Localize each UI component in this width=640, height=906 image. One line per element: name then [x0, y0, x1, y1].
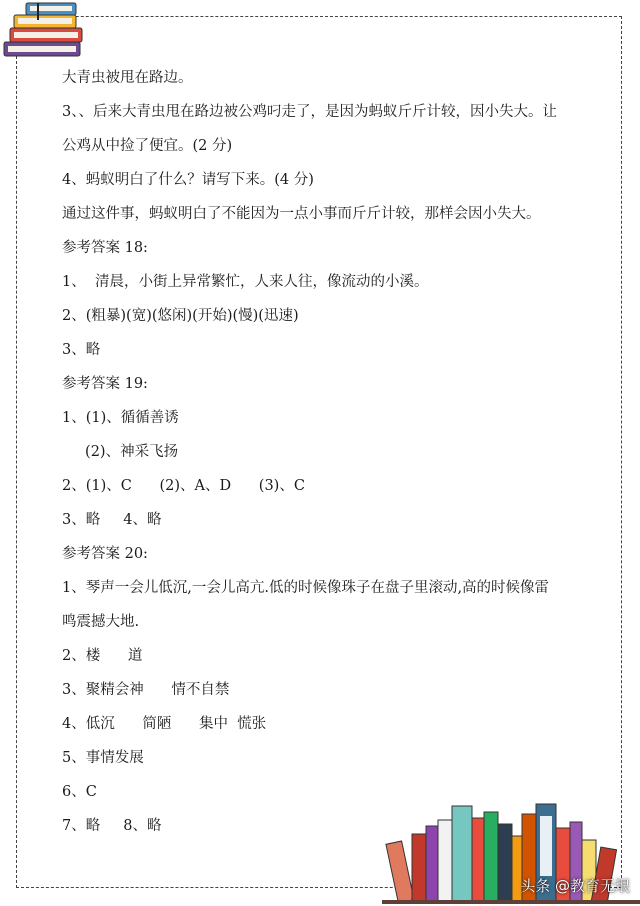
book-stack-icon [0, 0, 90, 62]
text-line: 3、略 [62, 342, 101, 358]
text-line: 3、略 4、略 [62, 512, 162, 528]
text-line: (2)、神采飞扬 [62, 444, 179, 460]
text-line: 大青虫被甩在路边。 [62, 70, 193, 86]
section-heading: 参考答案 20: [62, 546, 148, 562]
text-line: 公鸡从中捡了便宜。(2 分) [62, 138, 233, 154]
watermark-label: 头条 @教育无垠 [520, 877, 630, 895]
text-line: 1、 清晨，小街上异常繁忙，人来人往，像流动的小溪。 [62, 274, 429, 290]
text-line: 通过这件事，蚂蚁明白了不能因为一点小事而斤斤计较，那样会因小失大。 [62, 206, 541, 222]
text-line: 鸣震撼大地. [62, 614, 140, 630]
text-line: 4、低沉 简陋 集中 慌张 [62, 716, 267, 732]
text-line: 2、楼 道 [62, 648, 143, 664]
text-line: 3、聚精会神 情不自禁 [62, 682, 230, 698]
text-line: 6、C [62, 784, 97, 800]
section-heading: 参考答案 18: [62, 240, 148, 256]
text-line: 2、(1)、C (2)、A、D (3)、C [62, 478, 305, 494]
text-line: 5、事情发展 [62, 750, 144, 766]
text-line: 7、略 8、略 [62, 818, 162, 834]
text-line: 2、(粗暴)(宽)(悠闲)(开始)(慢)(迅速) [62, 308, 299, 324]
text-line: 3、、后来大青虫甩在路边被公鸡叼走了，是因为蚂蚁斤斤计较，因小失大。让 [62, 104, 557, 120]
text-line: 1、(1)、循循善诱 [62, 410, 179, 426]
text-line: 1、琴声一会儿低沉,一会儿高亢.低的时候像珠子在盘子里滚动,高的时候像雷 [62, 580, 550, 596]
text-line: 4、蚂蚁明白了什么？请写下来。(4 分) [62, 172, 314, 188]
section-heading: 参考答案 19: [62, 376, 148, 392]
